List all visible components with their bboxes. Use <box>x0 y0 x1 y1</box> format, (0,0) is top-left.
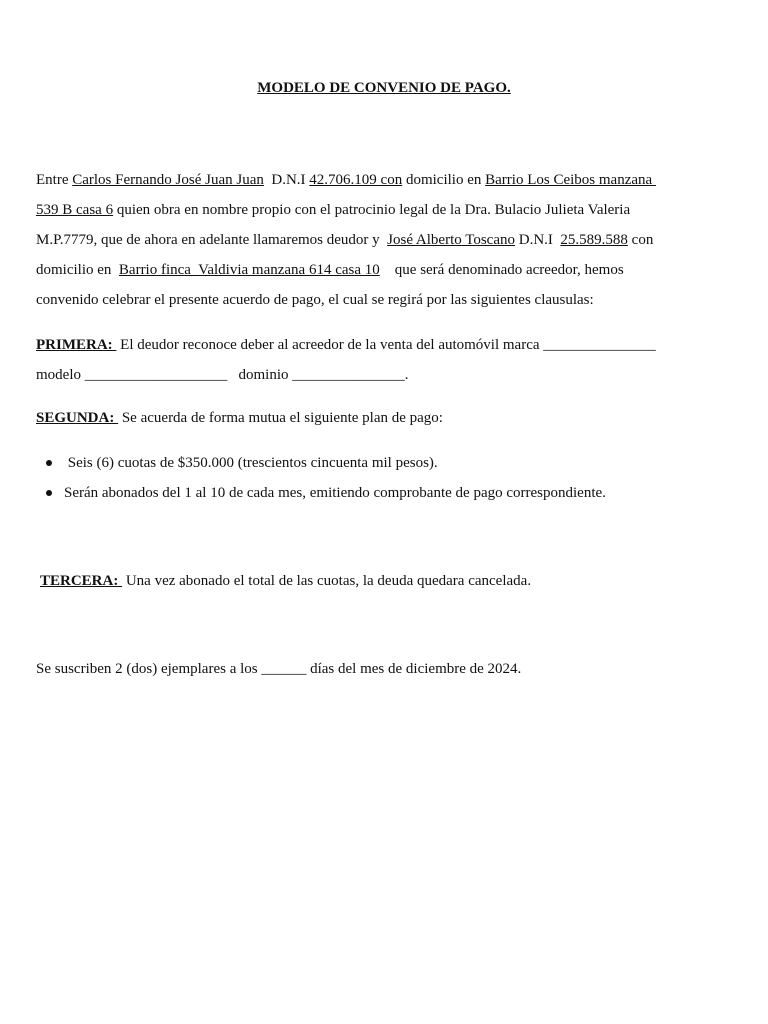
acreedor-dni: 25.589.588 <box>560 232 628 248</box>
deudor-nombre: Carlos Fernando José Juan Juan <box>72 172 264 188</box>
deudor-domicilio-a: Barrio Los Ceibos manzana <box>485 172 656 188</box>
bullet-text-1: Seis (6) cuotas de $350.000 (trescientos cincuenta mil pesos). <box>64 455 438 471</box>
bullet-icon <box>46 490 52 496</box>
intro-entre: Entre <box>36 172 73 188</box>
acreedor-dni-label: D.N.I <box>514 232 561 248</box>
segunda-text: Se acuerda de forma mutua el siguiente plan de pago: <box>118 410 443 426</box>
intro-l3-text-a: M.P.7779, que de ahora en adelante llamaremos deudor y <box>36 232 388 248</box>
primera-line-1 <box>36 335 656 355</box>
tercera-line <box>40 571 531 591</box>
deudor-dni: 42.706.109 con <box>309 172 403 188</box>
tercera-label: TERCERA: <box>40 573 123 589</box>
intro-line-2 <box>36 200 630 220</box>
acreedor-domicilio: Barrio finca Valdivia manzana 614 casa 10 <box>118 262 380 278</box>
domicilio-label: domicilio en <box>402 172 486 188</box>
acreedor-nombre: José Alberto Toscano <box>387 232 515 248</box>
tercera-text: Una vez abonado el total de las cuotas, la deuda quedara cancelada. <box>122 573 532 589</box>
intro-l2-text: quien obra en nombre propio con el patrocinio legal de la Dra. Bulacio Julieta Valeria <box>113 202 631 218</box>
list-item <box>46 453 438 473</box>
intro-line-3 <box>36 230 653 250</box>
intro-l4-text-a: domicilio en <box>36 262 119 278</box>
bullet-icon <box>46 460 52 466</box>
dni-label: D.N.I <box>263 172 310 188</box>
primera-text: El deudor reconoce deber al acreedor de la venta del automóvil marca _______________ <box>116 337 656 353</box>
primera-label: PRIMERA: <box>36 337 117 353</box>
intro-line-4 <box>36 260 624 280</box>
deudor-domicilio-b: 539 B casa 6 <box>36 202 114 218</box>
document-title: MODELO DE CONVENIO DE PAGO. <box>257 80 511 96</box>
intro-line-5: convenido celebrar el presente acuerdo de pago, el cual se regirá por las siguientes clausulas: <box>36 292 594 308</box>
cierre-line: Se suscriben 2 (dos) ejemplares a los ______ días del mes de diciembre de 2024. <box>36 661 522 677</box>
segunda-label: SEGUNDA: <box>36 410 119 426</box>
bullet-text-2: Serán abonados del 1 al 10 de cada mes, emitiendo comprobante de pago correspondiente. <box>64 485 606 501</box>
segunda-line <box>36 408 443 428</box>
intro-l4-text-b: que será denominado acreedor, hemos <box>379 262 624 278</box>
primera-line-2 <box>36 365 409 385</box>
intro-line-1 <box>36 170 656 190</box>
list-item <box>46 483 606 503</box>
primera-text-2: modelo ___________________ dominio _______________. <box>36 367 409 383</box>
intro-l3-text-b: con <box>627 232 654 248</box>
